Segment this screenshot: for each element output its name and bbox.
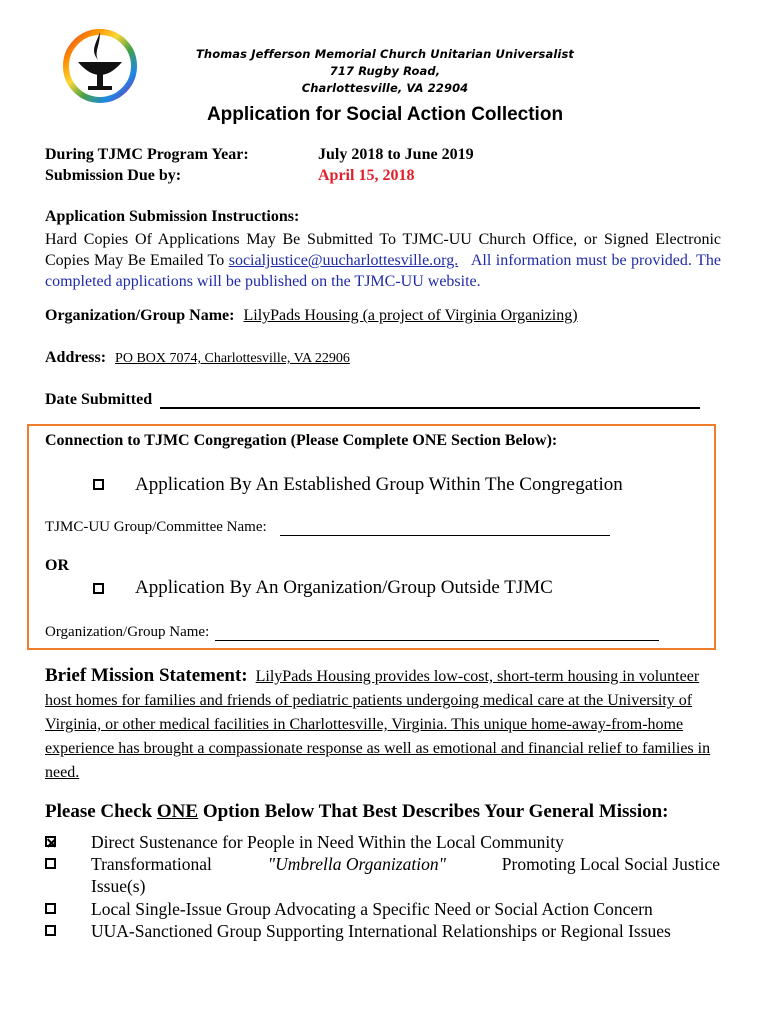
mission-option-label: Direct Sustenance for People in Need Within the Local Community <box>91 832 564 852</box>
outside-org-label: Organization/Group Name: <box>45 624 210 640</box>
program-year-label: During TJMC Program Year: <box>45 146 249 163</box>
mission-option-label-part: Promoting Local Social Justice <box>501 854 720 874</box>
checkbox-icon[interactable] <box>45 925 56 936</box>
mission-option-label-line <box>91 853 720 875</box>
checked-checkbox-icon[interactable] <box>45 836 56 847</box>
mission-statement <box>45 664 720 785</box>
outside-org-field[interactable] <box>215 624 659 641</box>
checkbox-icon[interactable] <box>45 903 56 914</box>
date-submitted-field[interactable] <box>160 391 700 409</box>
mission-text[interactable]: LilyPads Housing provides low-cost, short-term housing in volunteer host homes for families and friends of pediatric patients undergoing medical care at the University of Virginia, or other medical facilities in Charlottesville, Virginia. This unique home-away-from-home experience has brought a compassionate response as well as emotional and financial relief to families in need. <box>45 668 711 781</box>
org-name-value[interactable]: LilyPads Housing (a project of Virginia Organizing) <box>243 307 578 324</box>
instructions-heading: Application Submission Instructions: <box>45 208 300 225</box>
connection-section <box>27 424 716 650</box>
general-mission-heading-2: Option Below That Best Describes Your General Mission: <box>202 801 669 822</box>
church-street: 717 Rugby Road, <box>329 64 441 78</box>
general-mission-heading-one: ONE <box>156 801 199 822</box>
general-mission-heading-1: Please Check <box>45 801 153 822</box>
church-name: Thomas Jefferson Memorial Church Unitarian Universalist <box>195 47 574 61</box>
date-submitted-row <box>45 391 700 409</box>
committee-name-label: TJMC-UU Group/Committee Name: <box>45 519 267 535</box>
option-outside-checkbox[interactable] <box>93 583 104 594</box>
option-established-label: Application By An Established Group Within The Congregation <box>135 474 623 495</box>
checkbox-icon[interactable] <box>45 858 56 869</box>
due-date-value: April 15, 2018 <box>318 167 415 184</box>
mission-option-label: UUA-Sanctioned Group Supporting International Relationships or Regional Issues <box>91 921 671 941</box>
form-title: Application for Social Action Collection <box>206 104 564 125</box>
instructions-text <box>45 229 721 292</box>
email-link[interactable]: socialjustice@uucharlottesville.org. <box>228 252 459 269</box>
date-submitted-label: Date Submitted <box>45 391 153 408</box>
mission-option-label: Local Single-Issue Group Advocating a Specific Need or Social Action Concern <box>91 899 653 919</box>
mission-option-label-part: "Umbrella Organization" <box>267 854 446 874</box>
connection-heading: Connection to TJMC Congregation (Please Complete ONE Section Below): <box>45 432 558 449</box>
address-row <box>45 349 350 367</box>
committee-name-field[interactable] <box>280 519 610 536</box>
instructions-text-1: Hard Copies Of Applications May Be Submitted To TJMC-UU Church Office, or Signed Electronic Copies May Be Emailed To <box>45 231 721 269</box>
org-name-row <box>45 307 578 325</box>
mission-label: Brief Mission Statement: <box>45 665 248 686</box>
general-mission-heading <box>45 801 669 823</box>
instructions-text-2: All information must be provided. The completed applications will be published on the TJMC-UU website. <box>45 252 721 290</box>
option-established-checkbox[interactable] <box>93 479 104 490</box>
or-label: OR <box>45 557 69 574</box>
committee-name-row <box>45 519 610 536</box>
church-city: Charlottesville, VA 22904 <box>301 81 469 95</box>
mission-option-label-part: Transformational <box>91 854 212 874</box>
address-value[interactable]: PO BOX 7074, Charlottesville, VA 22906 <box>115 351 350 366</box>
address-label: Address: <box>45 349 107 366</box>
option-outside-label: Application By An Organization/Group Outside TJMC <box>135 577 553 598</box>
program-year-value: July 2018 to June 2019 <box>318 146 474 163</box>
mission-option-label-part: Issue(s) <box>91 876 146 896</box>
org-name-label: Organization/Group Name: <box>45 307 235 324</box>
outside-org-row <box>45 624 659 641</box>
due-date-label: Submission Due by: <box>45 167 182 184</box>
